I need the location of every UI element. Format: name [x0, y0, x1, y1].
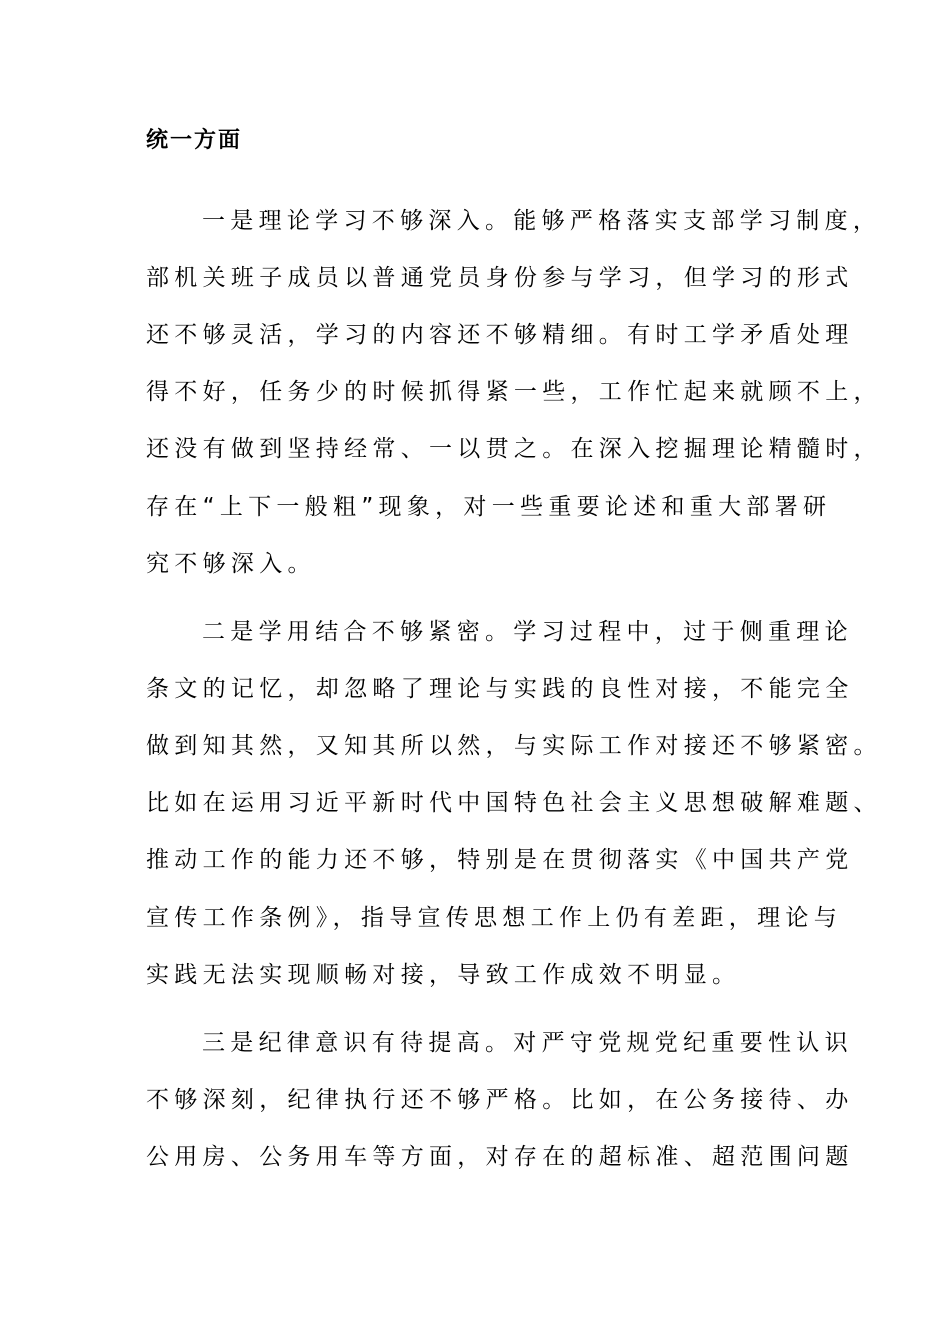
text-line: 宣传工作条例》，指导宣传思想工作上仍有差距，理论与	[146, 905, 842, 931]
text-line: 存在“上下一般粗”现象，对一些重要论述和重大部署研	[146, 494, 832, 520]
text-line: 还不够灵活，学习的内容还不够精细。有时工学矛盾处理	[146, 322, 854, 348]
text-line: 究不够深入。	[146, 551, 316, 577]
text-line: 推动工作的能力还不够，特别是在贯彻落实《中国共产党	[146, 847, 854, 873]
text-line: 不够深刻，纪律执行还不够严格。比如，在公务接待、办	[146, 1087, 854, 1113]
text-line: 公用房、公务用车等方面，对存在的超标准、超范围问题	[146, 1144, 854, 1170]
text-line: 比如在运用习近平新时代中国特色社会主义思想破解难题、	[146, 790, 882, 816]
text-line: 部机关班子成员以普通党员身份参与学习，但学习的形式	[146, 265, 854, 291]
text-line: 得不好，任务少的时候抓得紧一些，工作忙起来就顾不上，	[146, 379, 882, 405]
text-line: 条文的记忆，却忽略了理论与实践的良性对接，不能完全	[146, 676, 854, 702]
text-line: 实践无法实现顺畅对接，导致工作成效不明显。	[146, 962, 741, 988]
section-heading: 统一方面	[146, 128, 243, 153]
text-line: 三是纪律意识有待提高。对严守党规党纪重要性认识	[202, 1030, 853, 1056]
text-line: 一是理论学习不够深入。能够严格落实支部学习制度，	[202, 208, 882, 234]
text-line: 二是学用结合不够紧密。学习过程中，过于侧重理论	[202, 619, 853, 645]
text-line: 还没有做到坚持经常、一以贯之。在深入挖掘理论精髓时，	[146, 436, 882, 462]
text-line: 做到知其然，又知其所以然，与实际工作对接还不够紧密。	[146, 733, 882, 759]
